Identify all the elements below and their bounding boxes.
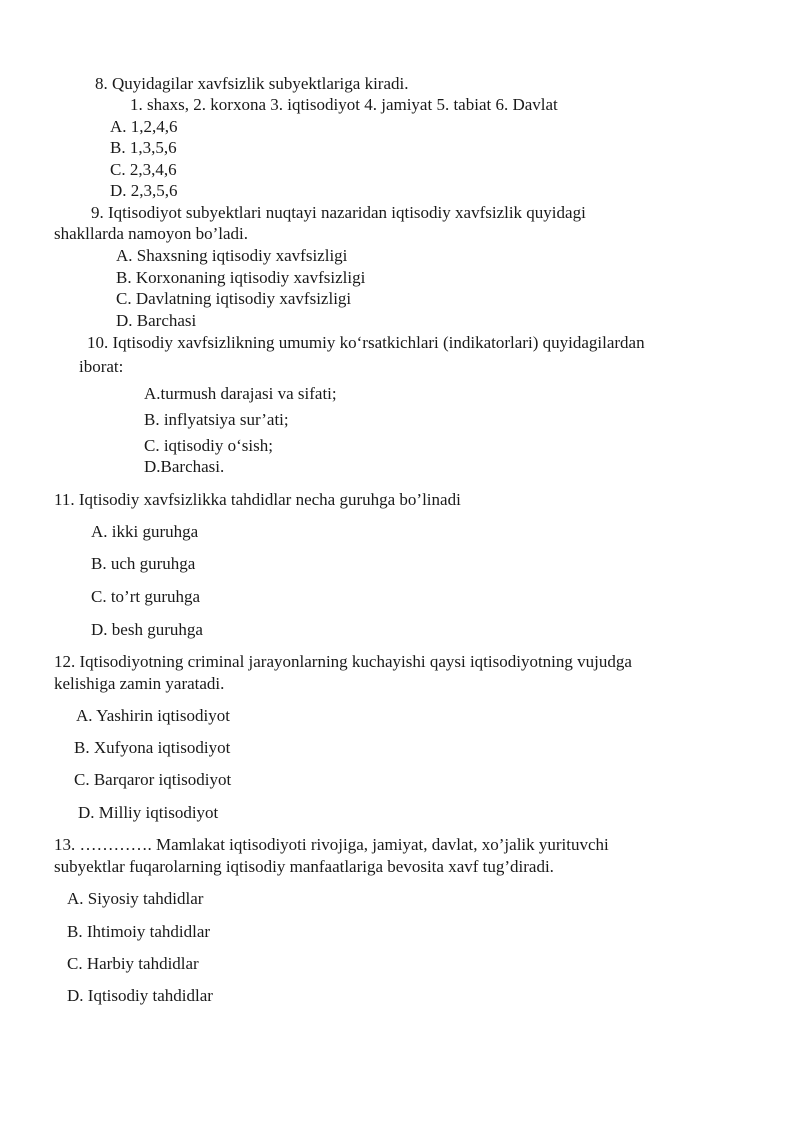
question-9-line2: shakllarda namoyon bo’ladi. [54,224,249,243]
question-11: 11. Iqtisodiy xavfsizlikka tahdidlar necha guruhga bo’linadi [54,490,461,509]
question-9-line1: 9. Iqtisodiyot subyektlari nuqtayi nazaridan iqtisodiy xavfsizlik quyidagi [91,203,586,222]
question-10-line2: iborat: [79,357,124,376]
question-12-line2: kelishiga zamin yaratadi. [54,674,225,693]
option-11a: A. ikki guruhga [91,522,199,541]
option-10a: A.turmush darajasi va sifati; [144,384,337,403]
option-9b: B. Korxonaning iqtisodiy xavfsizligi [116,268,366,287]
option-12a: A. Yashirin iqtisodiyot [76,706,230,725]
option-11d: D. besh guruhga [91,620,203,639]
question-13-line2: subyektlar fuqarolarning iqtisodiy manfaatlariga bevosita xavf tug’diradi. [54,857,554,876]
question-10-line1: 10. Iqtisodiy xavfsizlikning umumiy ko‘rsatkichlari (indikatorlari) quyidagilardan [87,333,645,352]
option-13b: B. Ihtimoiy tahdidlar [67,922,211,941]
option-11c: C. to’rt guruhga [91,587,201,606]
option-8d: D. 2,3,5,6 [110,181,178,200]
option-8b: B. 1,3,5,6 [110,138,177,157]
question-13-line1: 13. …………. Mamlakat iqtisodiyoti rivojiga, jamiyat, davlat, xo’jalik yurituvchi [54,835,609,854]
question-8-list: 1. shaxs, 2. korxona 3. iqtisodiyot 4. jamiyat 5. tabiat 6. Davlat [130,95,558,114]
option-13a: A. Siyosiy tahdidlar [67,889,204,908]
option-10b: B. inflyatsiya sur’ati; [144,410,289,429]
option-12b: B. Xufyona iqtisodiyot [74,738,231,757]
option-13c: C. Harbiy tahdidlar [67,954,199,973]
option-10d: D.Barchasi. [144,457,225,476]
option-13d: D. Iqtisodiy tahdidlar [67,986,213,1005]
option-9a: A. Shaxsning iqtisodiy xavfsizligi [116,246,348,265]
option-8a: A. 1,2,4,6 [110,117,178,136]
option-10c: C. iqtisodiy o‘sish; [144,436,273,455]
option-8c: C. 2,3,4,6 [110,160,177,179]
option-12d: D. Milliy iqtisodiyot [78,803,219,822]
option-9c: C. Davlatning iqtisodiy xavfsizligi [116,289,352,308]
option-11b: B. uch guruhga [91,554,196,573]
option-12c: C. Barqaror iqtisodiyot [74,770,232,789]
option-9d: D. Barchasi [116,311,197,330]
question-8: 8. Quyidagilar xavfsizlik subyektlariga kiradi. [95,74,409,93]
question-12-line1: 12. Iqtisodiyotning criminal jarayonlarning kuchayishi qaysi iqtisodiyotning vujudga [54,652,632,671]
